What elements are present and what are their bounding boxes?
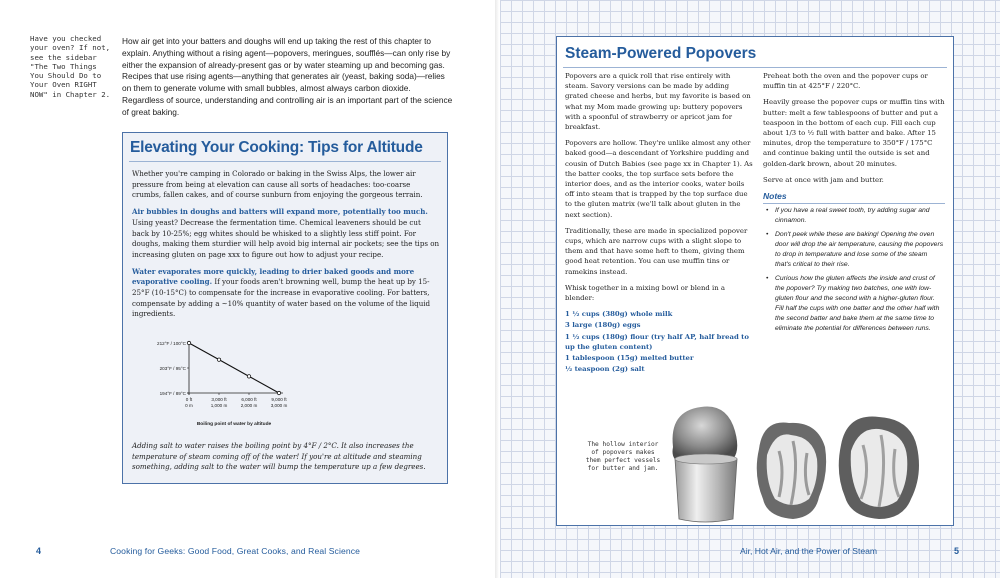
chart-data-point — [277, 391, 280, 394]
recipe-step-3: Serve at once with jam and butter. — [763, 175, 884, 184]
popover-cross-section-1 — [757, 423, 826, 519]
note-item: • If you have a real sweet tooth, try adding sugar and cinnamon. — [763, 206, 945, 226]
notes-list — [763, 206, 945, 334]
recipe-step-2: Heavily grease the popover cups or muffin tins with butter: melt a few tablespoons of butter and put a teaspoon in the bottom of each cup. Fill each cup about 1/3 to ½ full with batter and bake. After 15 minutes, drop the temperature to 350°F / 175°C and continue baking until the outside is set and golden-dark brown, about 20 minutes. — [763, 98, 945, 168]
recipe-paragraph-1: Popovers are a quick roll that rise entirely with steam. Savory versions can be made by adding grated cheese and herbs, but my favorite is based on what my Mom made growing up: buttery popovers with a spoonful of strawberry or apricot jam for breakfast. — [565, 72, 751, 132]
sidebar-divider — [129, 161, 441, 162]
notes-heading: Notes — [763, 191, 945, 204]
sidebar-footer-note: Adding salt to water raises the boiling point by 4°F / 2°C. It also increases the temperature of steam coming off of the water! If you're at altitude and steaming something, adding salt to the water will bump the temperature up a few degrees. — [132, 441, 426, 472]
chart-data-point — [187, 341, 190, 344]
popover-in-cup-image — [673, 407, 738, 523]
margin-note: Have you checked your oven? If not, see the sidebar "The Two Things You Should Do to Your Oven RIGHT NOW" in Chapter 2. — [30, 34, 111, 99]
recipe-paragraph-3: Traditionally, these are made in specialized popover cups, which are narrow cups with a slight slope to them and that have some heft to them, giving them good heat retention. You can use muffin tins or ramekins instead. — [565, 226, 748, 276]
recipe-title: Steam-Powered Popovers — [565, 45, 757, 62]
chart-x-tick-label-ft: 3,000 ft — [211, 397, 227, 402]
recipe-divider — [563, 67, 947, 68]
recipe-paragraph-4: Whisk together in a mixing bowl or blend in a blender: — [565, 283, 725, 303]
recipe-column-right — [763, 71, 945, 338]
sidebar-paragraph-2 — [132, 207, 440, 261]
ingredient-item: 1 ½ cups (180g) flour (try half AP, half bread to up the gluten content) — [565, 332, 749, 351]
chart-x-tick-label-ft: 0 ft — [185, 397, 193, 402]
chart-x-tick-label-m: 1,000 m — [210, 403, 228, 408]
chart-y-tick-label: 194°F / 89°C — [159, 391, 186, 396]
chart-x-tick-label-ft: 6,000 ft — [241, 397, 257, 402]
running-head-right: Air, Hot Air, and the Power of Steam — [740, 546, 878, 556]
popover-recipe-box — [556, 36, 954, 526]
boiling-point-chart — [131, 333, 301, 429]
popover-photos — [667, 401, 947, 523]
chart-x-tick-label-m: 0 m — [185, 403, 193, 408]
ingredient-item: 3 large (180g) eggs — [565, 321, 641, 330]
note-item: • Curious how the gluten affects the inside and crust of the popover? Try making two batches, one with low-gluten flour and the second with a higher-gluten flour. Fill half the cups with one batter and the other half with the second batter and bake them at the same time to eliminate the potential for differences between runs. — [763, 274, 945, 334]
recipe-column-left — [565, 71, 753, 375]
sidebar-paragraph-2-body: Using yeast? Decrease the fermentation time. Chemical leaveners should be cut back by 10-25%; egg whites should be whisked to a slightly less stiff point. For doughs, making them sturdier will help avoid big internal air pockets; see the tips on increasing gluten on page xxx to figure out how to adjust your recipe. — [132, 217, 440, 259]
page-number-right: 5 — [954, 546, 960, 556]
altitude-tips-sidebar — [122, 132, 448, 484]
sidebar-body — [132, 169, 440, 326]
chart-x-tick-label-m: 2,000 m — [240, 403, 258, 408]
ingredient-list — [565, 309, 753, 374]
sidebar-paragraph-1: Whether you're camping in Colorado or baking in the Swiss Alps, the lower air pressure from being at elevation can cause all sorts of headaches: too-coarse crumbs, fallen cakes, and of course sunburn from enjoying the gorgeous terrain. — [132, 169, 423, 200]
sidebar-title: Elevating Your Cooking: Tips for Altitude — [130, 139, 423, 156]
recipe-step-1: Preheat both the oven and the popover cups or muffin tin at 425°F / 220°C. — [763, 72, 928, 91]
chart-y-tick-label: 212°F / 100°C — [157, 341, 186, 346]
chart-title: Boiling point of water by altitude — [196, 422, 272, 427]
chart-data-point — [217, 358, 220, 361]
chart-x-tick-label-m: 3,000 m — [270, 403, 288, 408]
popover-cross-section-2 — [839, 417, 919, 519]
running-head-left: Cooking for Geeks: Good Food, Great Cooks, and Real Science — [110, 546, 360, 556]
chart-y-tick-label: 203°F / 95°C — [159, 366, 186, 371]
recipe-paragraph-2: Popovers are hollow. They're unlike almost any other baked good—a descendant of Yorkshire pudding and cousin of Dutch Babies (see page xx in Chapter 1). As the batter cooks, the top surface sets before the interior does, and as the interior cooks, water boils off into steam that is trapped by the top surface due to the gluten matrix (we'll talk about gluten in the next section). — [565, 139, 753, 219]
page-number-left: 4 — [36, 546, 42, 556]
ingredient-item: ½ teaspoon (2g) salt — [565, 365, 645, 374]
sidebar-paragraph-3-lead: Water evaporates more quickly, leading to drier baked goods and more evaporative cooling. — [132, 266, 415, 287]
sidebar-paragraph-2-lead: Air bubbles in doughs and batters will expand more, potentially too much. — [132, 207, 428, 217]
ingredient-item: 1 tablespoon (15g) melted butter — [565, 354, 694, 363]
chart-data-point — [247, 375, 250, 378]
note-item: • Don't peek while these are baking! Opening the oven door will drop the air temperature, causing the popovers to drop in temperature and lose some of the steam that's critical to their rise. — [763, 230, 945, 270]
intro-paragraph: How air get into your batters and doughs will end up taking the rest of this chapter to explain. Anything without a rising agent—popovers, meringues, soufflés—can only rise by either the expansion of already-present gas or by water steaming up and becoming gas. Recipes that use rising agents—anything that generates air (yeast, baking soda)—relies on them to generate volume with small bubbles, almost always carbon dioxide. Regardless of source, understanding and controlling air is an important part of the science of great baking. — [122, 36, 453, 117]
chart-series-line — [189, 343, 279, 393]
ingredient-item: 1 ½ cups (380g) whole milk — [565, 310, 673, 319]
photo-caption: The hollow interior of popovers makes them perfect vessels for butter and jam. — [585, 441, 661, 472]
sidebar-paragraph-3-body: If your foods aren't browning well, bump the heat up by 15-25°F (10-15°C) to compensate for the increase in evaporative cooling. For batters, compensate by adding a ~10% quantity of water based on the volume of the liquid ingredients. — [132, 277, 431, 319]
sidebar-paragraph-3 — [132, 267, 440, 321]
chart-x-tick-label-ft: 9,000 ft — [271, 397, 287, 402]
